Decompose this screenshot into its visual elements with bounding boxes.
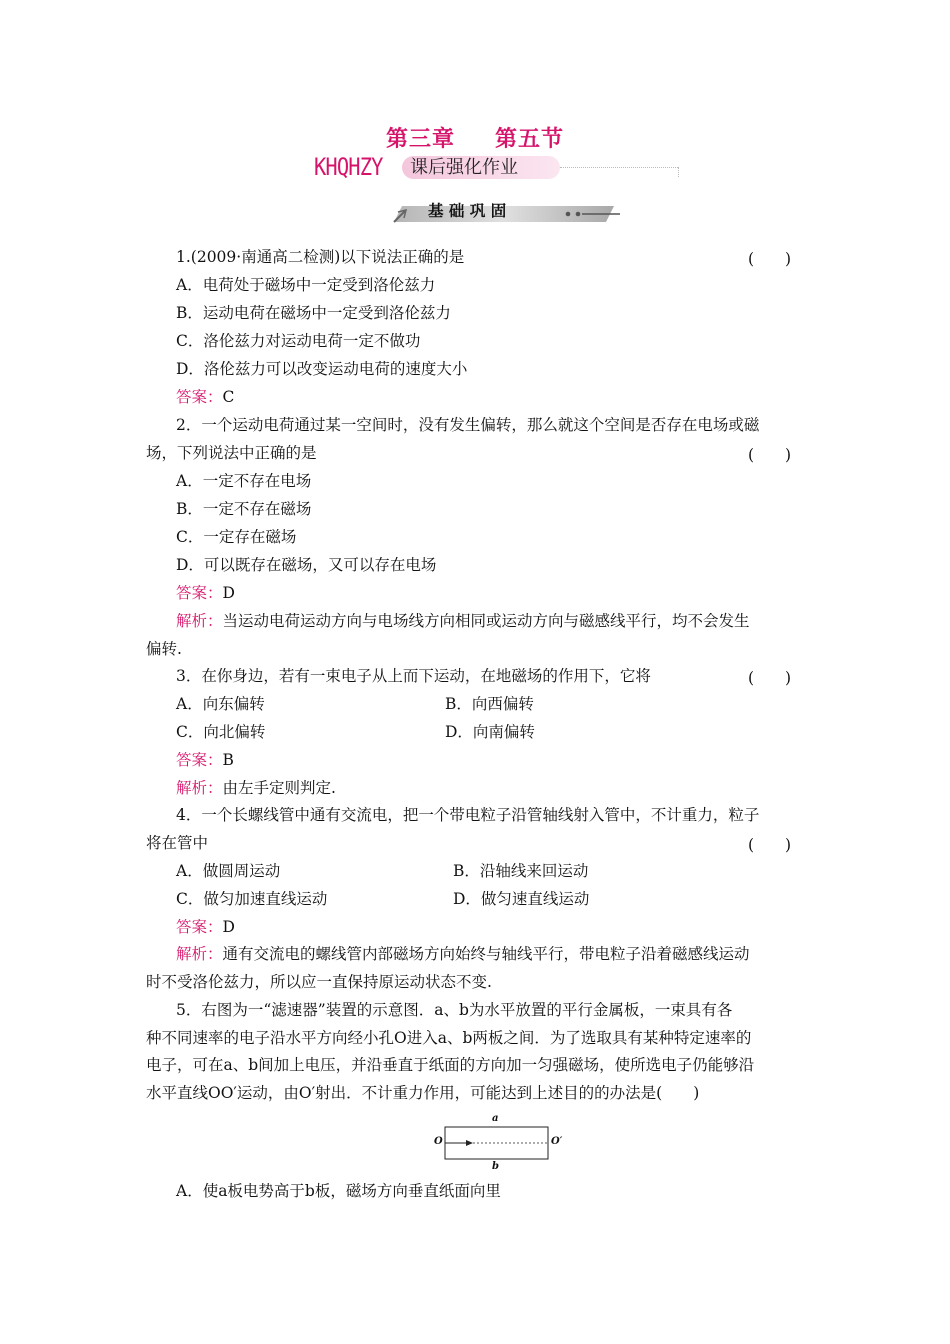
q4-answer — [176, 917, 235, 937]
q4-answer-value: D — [222, 918, 235, 936]
q1-answer-value: C — [222, 388, 235, 406]
q1-stem: 1.(2009·南通高二检测)以下说法正确的是 — [176, 248, 465, 266]
q5-figure — [428, 1112, 568, 1174]
q2-analysis-line1 — [176, 611, 750, 631]
q4-stem-line2: 将在管中 — [146, 834, 209, 852]
figure-label-o-prime: O′ — [551, 1136, 563, 1147]
banner-rule-tick — [678, 167, 679, 177]
q2-option-a: A．一定不存在电场 — [176, 472, 312, 490]
q1-option-b: B．运动电荷在磁场中一定受到洛伦兹力 — [176, 304, 451, 322]
q2-answer — [176, 583, 235, 603]
q4-analysis-line2: 时不受洛伦兹力，所以应一直保持原运动状态不变. — [146, 973, 492, 991]
q2-answer-value: D — [222, 584, 235, 602]
q2-option-c: C．一定存在磁场 — [176, 528, 297, 546]
q3-answer-value: B — [222, 751, 234, 769]
q1-answer-label: 答案： — [176, 388, 223, 406]
chapter-title — [0, 122, 950, 153]
q2-answer-paren: ( ) — [748, 446, 792, 464]
section-label: 第五节 — [495, 127, 565, 152]
q2-option-b: B．一定不存在磁场 — [176, 500, 312, 518]
q4-analysis-label: 解析： — [176, 945, 223, 963]
q5-line4: 水平直线OO′运动，由O′射出．不计重力作用，可能达到上述目的的办法是( ) — [146, 1084, 700, 1102]
q2-analysis-line2: 偏转. — [146, 640, 182, 658]
q2-analysis-label: 解析： — [176, 612, 223, 630]
q2-analysis-text: 当运动电荷运动方向与电场线方向相同或运动方向与磁感线平行，均不会发生 — [222, 612, 750, 630]
chapter-label: 第三章 — [385, 127, 455, 152]
q3-stem: 3．在你身边，若有一束电子从上而下运动，在地磁场的作用下，它将 — [176, 667, 651, 685]
q4-analysis-text: 通有交流电的螺线管内部磁场方向始终与轴线平行，带电粒子沿着磁感线运动 — [222, 945, 750, 963]
q4-option-d: D．做匀速直线运动 — [453, 890, 590, 908]
q3-answer-label: 答案： — [176, 751, 223, 769]
q2-option-d: D．可以既存在磁场，又可以存在电场 — [176, 556, 437, 574]
q5-option-a: A．使a板电势高于b板，磁场方向垂直纸面向里 — [176, 1182, 501, 1200]
q4-stem-line1: 4．一个长螺线管中通有交流电，把一个带电粒子沿管轴线射入管中，不计重力，粒子 — [176, 806, 760, 824]
banner-letters: KHQHZY — [314, 153, 383, 181]
q3-option-d: D．向南偏转 — [445, 723, 535, 741]
q2-stem-line1: 2．一个运动电荷通过某一空间时，没有发生偏转，那么就这个空间是否存在电场或磁 — [176, 416, 760, 434]
q3-answer — [176, 750, 234, 770]
q1-answer — [176, 387, 234, 407]
q4-analysis-line1 — [176, 944, 750, 964]
q4-answer-paren: ( ) — [748, 836, 792, 854]
banner-text: 课后强化作业 — [410, 157, 518, 178]
homework-banner — [314, 153, 684, 183]
q3-option-a: A．向东偏转 — [176, 695, 265, 713]
figure-label-a: a — [492, 1113, 499, 1124]
q3-answer-paren: ( ) — [748, 669, 792, 687]
q1-option-d: D．洛伦兹力可以改变运动电荷的速度大小 — [176, 360, 468, 378]
q5-line3: 电子，可在a、b间加上电压，并沿垂直于纸面的方向加一匀强磁场，使所选电子仍能够沿 — [146, 1056, 755, 1074]
q3-analysis-text: 由左手定则判定. — [222, 779, 336, 797]
q1-answer-paren: ( ) — [748, 250, 792, 268]
subheader-label: 基 础 巩 固 — [428, 202, 507, 220]
q1-option-c: C．洛伦兹力对运动电荷一定不做功 — [176, 332, 421, 350]
figure-label-b: b — [492, 1161, 499, 1172]
subheader-decoration — [392, 200, 624, 224]
q2-answer-label: 答案： — [176, 584, 223, 602]
q2-stem-line2: 场，下列说法中正确的是 — [146, 444, 317, 462]
q4-option-b: B．沿轴线来回运动 — [453, 862, 589, 880]
q4-answer-label: 答案： — [176, 918, 223, 936]
q5-line2: 种不同速率的电子沿水平方向经小孔O进入a、b两板之间．为了选取具有某种特定速率的 — [146, 1029, 752, 1047]
q3-option-b: B．向西偏转 — [445, 695, 534, 713]
q4-option-a: A．做圆周运动 — [176, 862, 281, 880]
figure-label-o: O — [434, 1136, 443, 1147]
banner-dotted-rule — [560, 167, 678, 168]
q3-analysis — [176, 778, 336, 798]
subheader-bar — [392, 200, 624, 224]
q5-line1: 5．右图为一“滤速器”装置的示意图．a、b为水平放置的平行金属板，一束具有各 — [176, 1001, 733, 1019]
q1-option-a: A．电荷处于磁场中一定受到洛伦兹力 — [176, 276, 436, 294]
q4-option-c: C．做匀加速直线运动 — [176, 890, 328, 908]
q3-option-c: C．向北偏转 — [176, 723, 266, 741]
q3-analysis-label: 解析： — [176, 779, 223, 797]
